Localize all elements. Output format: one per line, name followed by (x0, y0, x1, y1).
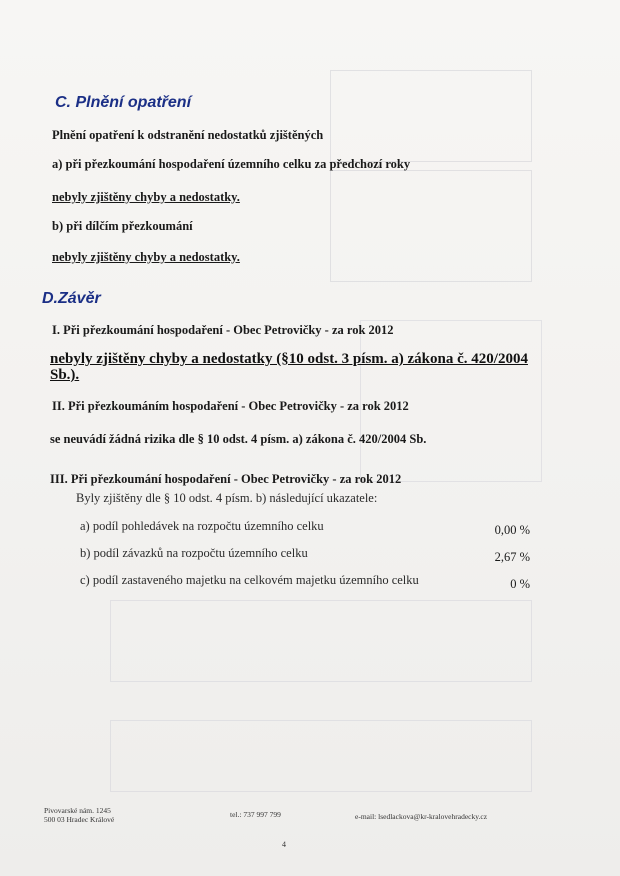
show-through-block-1 (330, 70, 532, 162)
footer-phone: tel.: 737 997 799 (230, 810, 281, 819)
show-through-block-5 (110, 720, 532, 792)
section-d-point3-intro: Byly zjištěny dle § 10 odst. 4 písm. b) následující ukazatele: (76, 491, 378, 505)
section-d-point1-title: I. Při přezkoumání hospodaření - Obec Petrovičky - za rok 2012 (52, 323, 394, 337)
section-d-heading: D.Závěr (42, 290, 101, 307)
indicator-label: a) podíl pohledávek na rozpočtu územního celku (80, 519, 324, 533)
section-c-heading: C. Plnění opatření (55, 94, 192, 111)
section-c-item-b: b) při dílčím přezkoumání (52, 219, 193, 233)
show-through-block-2 (330, 170, 532, 282)
indicator-label: b) podíl závazků na rozpočtu územního celku (80, 546, 308, 560)
indicator-label: c) podíl zastaveného majetku na celkovém majetku územního celku (80, 573, 419, 587)
show-through-block-4 (110, 600, 532, 682)
footer-address-line2: 500 03 Hradec Králové (44, 815, 115, 824)
indicator-value: 2,67 % (494, 550, 530, 564)
page-number: 4 (282, 840, 286, 849)
section-c-item-b-result: nebyly zjištěny chyby a nedostatky. (52, 250, 240, 264)
section-d-point2-title: II. Při přezkoumáním hospodaření - Obec Petrovičky - za rok 2012 (52, 399, 409, 413)
section-d-point2-text: se neuvádí žádná rizika dle § 10 odst. 4 písm. a) zákona č. 420/2004 Sb. (50, 432, 427, 446)
section-c-subheading: Plnění opatření k odstranění nedostatků zjištěných (52, 128, 324, 142)
indicator-value: 0,00 % (494, 523, 530, 537)
footer-address-line1: Pivovarské nám. 1245 (44, 806, 111, 815)
indicator-value: 0 % (510, 577, 530, 591)
footer-email: e-mail: lsedlackova@kr-kralovehradecky.cz (355, 812, 488, 821)
section-c-item-a-result: nebyly zjištěny chyby a nedostatky. (52, 190, 240, 204)
section-d-point3-title: III. Při přezkoumání hospodaření - Obec Petrovičky - za rok 2012 (50, 472, 402, 486)
section-d-point1-result-line1: nebyly zjištěny chyby a nedostatky (§10 odst. 3 písm. a) zákona č. 420/2004 (50, 351, 528, 367)
section-c-item-a: a) při přezkoumání hospodaření územního celku za předchozí roky (52, 157, 411, 171)
section-d-point1-result-line2: Sb.). (50, 367, 80, 383)
